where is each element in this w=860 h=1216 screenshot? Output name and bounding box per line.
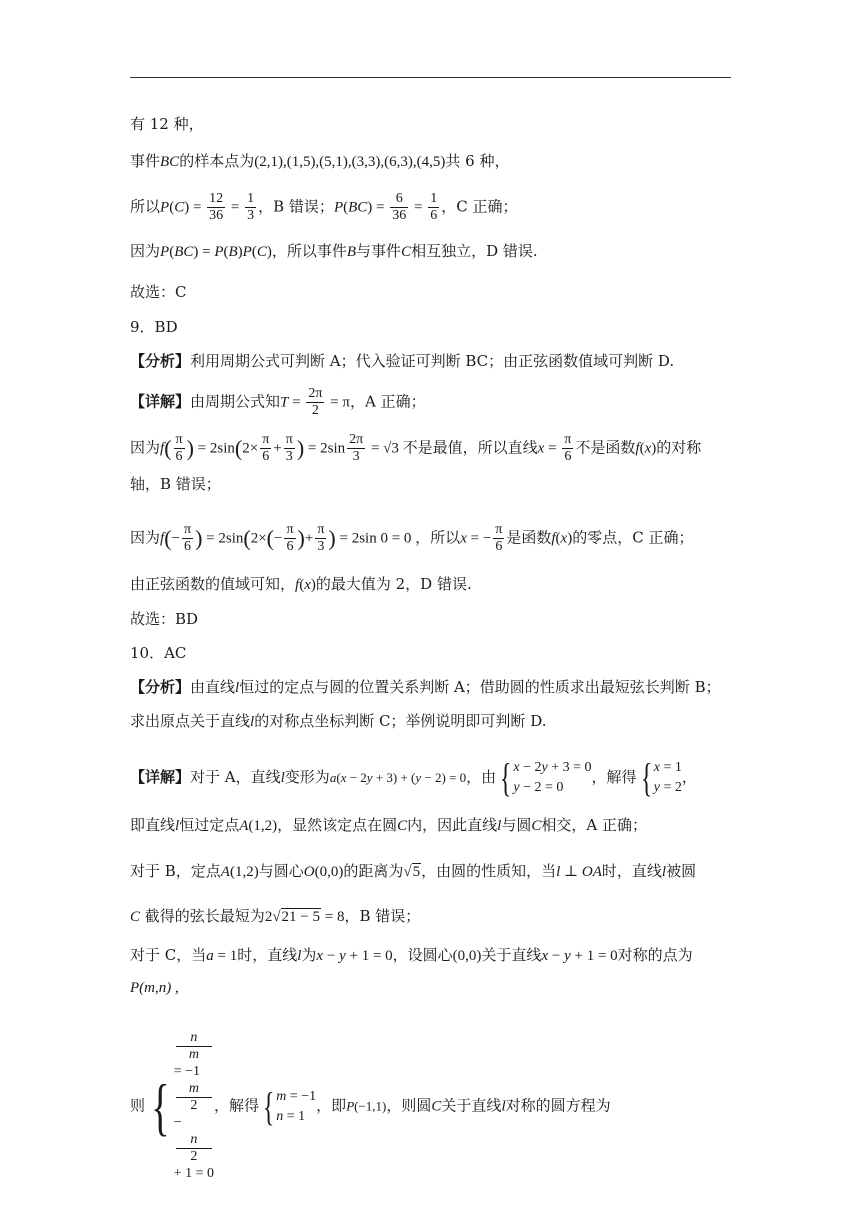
- line-6: 9．BD: [130, 318, 178, 336]
- line-7: 【分析】利用周期公式可判断 A；代入验证可判断 BC；由正弦函数值域可判断 D.: [130, 352, 675, 370]
- line-2: 事件BC的样本点为(2,1),(1,5),(5,1),(3,3),(6,3),(4,5)共 6 种，: [130, 152, 510, 170]
- line-19: 对于 B，定点A(1,2)与圆心O(0,0)的距离为√5，由圆的性质知，当l ⊥ OA时，直线l被圆: [130, 862, 697, 880]
- line-20: C 截得的弦长最短为2√21 − 5 = 8，B 错误；: [130, 907, 421, 925]
- line-21: 对于 C，当a = 1时，直线l为x − y + 1 = 0，设圆心(0,0)关于直线x − y + 1 = 0对称的点为: [130, 946, 693, 964]
- line-23: 则{ n m = −1 m 2 − n 2 + 1 = 0 ，解得{ m = −1 n = 1 ，即P(−1,1)，则圆C关于直线l对称的圆方程为: [130, 1030, 611, 1181]
- line-13: 故选：BD: [130, 610, 199, 628]
- line-22: P(m,n) ,: [130, 980, 179, 996]
- line-10: 轴，B 错误；: [130, 475, 221, 493]
- line-18: 即直线l恒过定点A(1,2)，显然该定点在圆C内，因此直线l与圆C相交，A 正确；: [130, 816, 647, 834]
- line-9: 因为f( $\frac{\pi}{6}$ ) = 2sin(2× $\frac{\pi}{6}$ + $\frac{\pi}{3}$ ) = 2sin $\frac{2\pi}{3}$ = √3 不是最值，所以直线x = $\frac{\pi}{6}$ 不是函数f(x)的对称: [130, 432, 702, 464]
- line-11: 因为f(− $\frac{\pi}{6}$ ) = 2sin(2×(− $\frac{\pi}{6}$ )+ $\frac{\pi}{3}$ ) = 2sin 0 = 0 ，所以x = − $\frac{\pi}{6}$ 是函数f(x)的零点，C 正确；: [130, 522, 694, 554]
- header-rule: [130, 77, 731, 78]
- line-3: 所以P(C) = $\frac{12}{36}$ = $\frac{1}{3}$ ，B 错误；P(BC) = $\frac{6}{36}$ = $\frac{1}{6}$ ，C 正确；: [130, 191, 518, 223]
- line-12: 由正弦函数的值域可知，f(x)的最大值为 2，D 错误.: [130, 575, 472, 593]
- line-14: 10．AC: [130, 644, 187, 662]
- line-17: 【详解】对于 A，直线l变形为a(x − 2y + 3) + (y − 2) = 0，由{ x − 2y + 3 = 0 y − 2 = 0 ，解得{ x = 1 y = 2 ，: [130, 755, 697, 800]
- line-8: 【详解】由周期公式知T = $\frac{2\pi}{2}$ = π，A 正确；: [130, 386, 426, 418]
- line-1: 有 12 种，: [130, 115, 204, 133]
- line-4: 因为P(BC) = P(B)P(C)，所以事件B与事件C相互独立，D 错误.: [130, 242, 538, 260]
- line-5: 故选：C: [130, 283, 187, 301]
- line-15: 【分析】由直线l恒过的定点与圆的位置关系判断 A；借助圆的性质求出最短弦长判断 B；: [130, 678, 721, 696]
- line-16: 求出原点关于直线l的对称点坐标判断 C；举例说明即可判断 D.: [130, 712, 547, 730]
